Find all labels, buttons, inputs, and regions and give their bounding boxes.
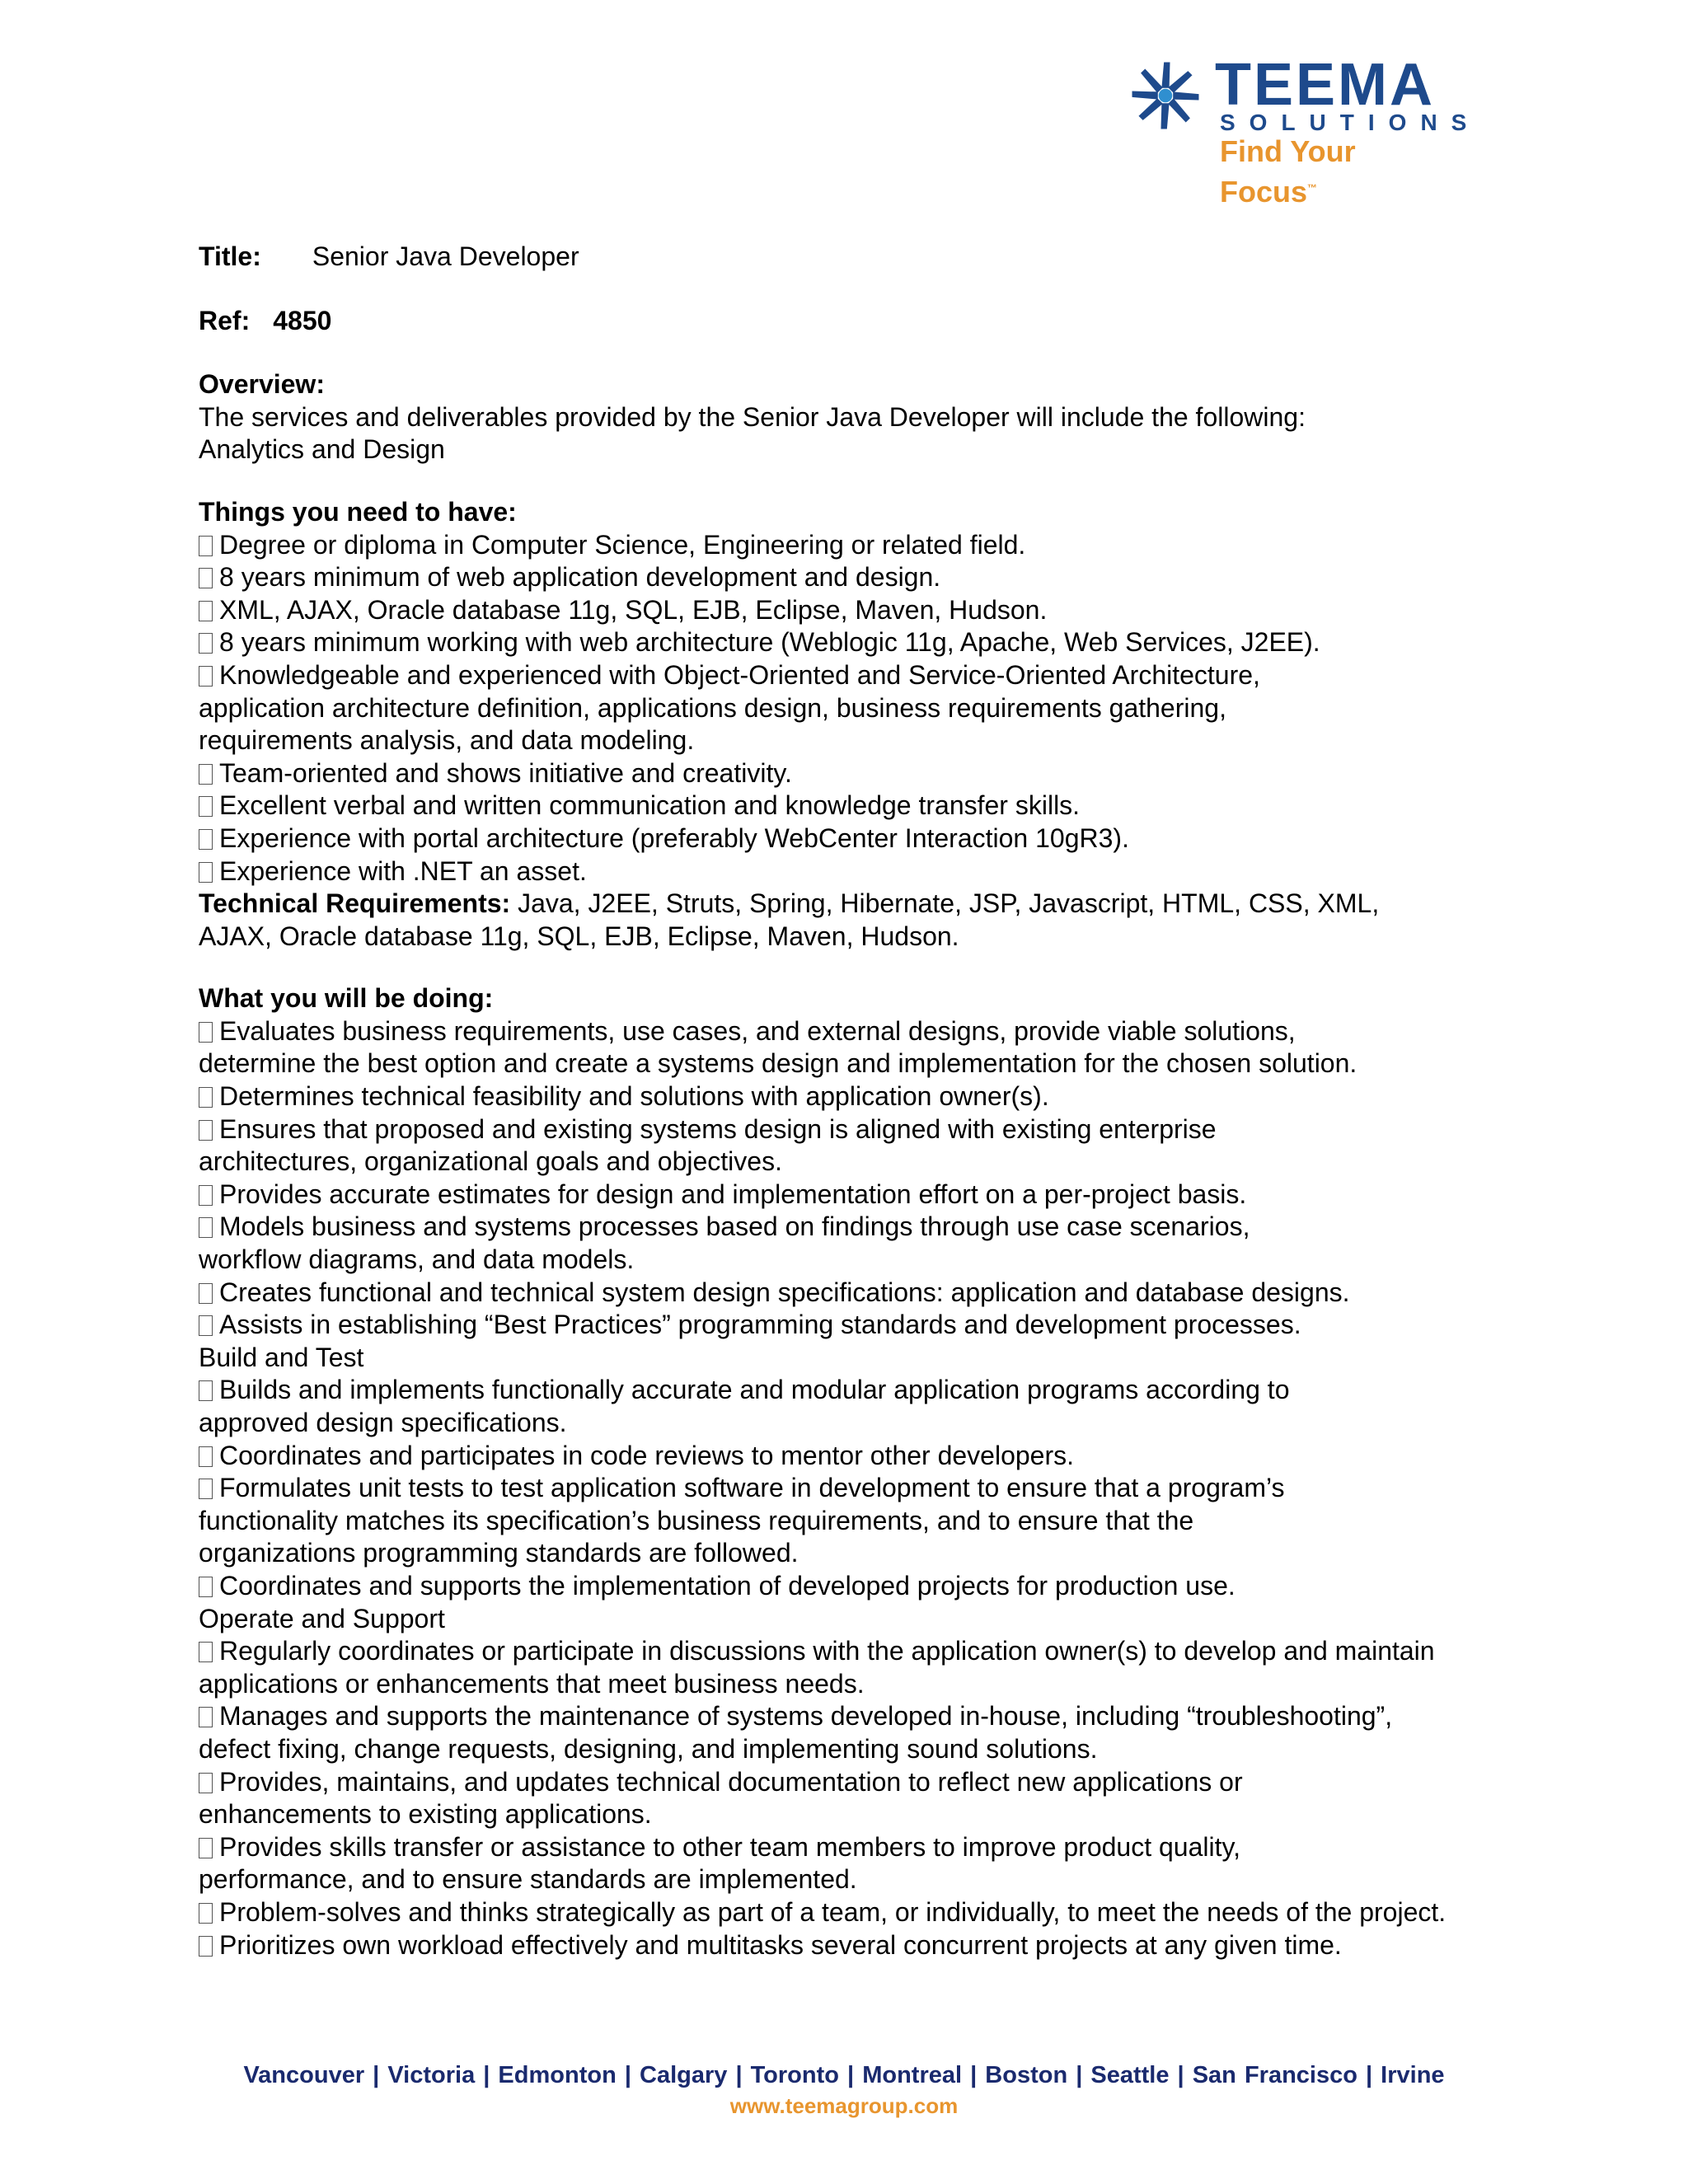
teema-star-icon [1128,58,1203,134]
bullet-icon [199,1838,213,1858]
list-item: XML, AJAX, Oracle database 11g, SQL, EJB, Eclipse, Maven, Hudson. [199,594,1484,627]
overview-heading: Overview: [199,369,325,400]
bullet-icon [199,633,213,654]
overview-text: The services and deliverables provided by the Senior Java Developer will include the following: [199,401,1306,432]
bullet-icon [199,568,213,588]
duties-heading: What you will be doing: [199,983,494,1014]
list-item: Assists in establishing “Best Practices” programming standards and development processes. [199,1309,1484,1342]
logo-tagline: Find Your Focus™ [1220,134,1356,209]
bullet-icon [199,1479,213,1499]
company-logo [1128,52,1481,209]
list-item: Regularly coordinates or participate in discussions with the application owner(s) to develop and maintain applications or enhancements that meet business needs. [199,1636,1435,1699]
list-item: Creates functional and technical system design specifications: application and database designs. [199,1277,1484,1310]
bullet-icon [199,1707,213,1727]
list-item: Ensures that proposed and existing systems design is aligned with existing enterprise architectures, organizational goals and objectives. [199,1113,1217,1177]
list-item: Knowledgeable and experienced with Object-Oriented and Service-Oriented Architecture, application architecture definition, applications design, business requirements gathering, requirements analysis, and data modeling. [199,659,1260,756]
requirements-heading: Things you need to have: [199,496,517,527]
bullet-icon [199,829,213,850]
footer-website: www.teemagroup.com [729,2093,959,2118]
bullet-icon [199,1217,213,1238]
bullet-icon [199,1380,213,1401]
tech-text: Java, J2EE, Struts, Spring, Hibernate, JSP, Javascript, HTML, CSS, XML, AJAX, Oracle database 11g, SQL, EJB, Eclipse, Maven, Hudson. [199,888,1380,951]
bullet-icon [199,796,213,817]
bullet-icon [199,862,213,883]
bullet-icon [199,1087,213,1108]
bullet-icon [199,536,213,556]
list-item: 8 years minimum working with web architecture (Weblogic 11g, Apache, Web Services, J2EE). [199,626,1484,659]
bullet-icon [199,1283,213,1304]
list-item: Team-oriented and shows initiative and creativity. [199,757,1484,790]
bullet-icon [199,1936,213,1957]
list-item: Problem-solves and thinks strategically as part of a team, or individually, to meet the needs of the project. [199,1896,1451,1929]
list-item: Degree or diploma in Computer Science, Engineering or related field. [199,529,1484,562]
list-item: Provides, maintains, and updates technical documentation to reflect new applications or enhancements to existing applications. [199,1766,1243,1830]
section-subheading: Operate and Support [199,1603,445,1633]
title-line [199,241,1484,274]
list-item: Experience with portal architecture (preferably WebCenter Interaction 10gR3). [199,823,1484,855]
ref-line [199,305,1484,338]
bullet-icon [199,1903,213,1924]
bullet-icon [199,1022,213,1043]
list-item: Excellent verbal and written communication and knowledge transfer skills. [199,790,1484,823]
list-item: Determines technical feasibility and solutions with application owner(s). [199,1080,1484,1113]
title-label: Title: [199,241,261,271]
footer-cities: Vancouver | Victoria | Edmonton | Calgary | Toronto | Montreal | Boston | Seattle | San Francisco | Irvine [243,2062,1445,2088]
logo-brand: TEEMA [1215,52,1435,118]
list-item: Prioritizes own workload effectively and multitasks several concurrent projects at any given time. [199,1929,1484,1962]
list-item: Models business and systems processes based on findings through use case scenarios, workflow diagrams, and data models. [199,1212,1250,1275]
job-title: Senior Java Developer [312,241,579,271]
list-item: Provides skills transfer or assistance to other team members to improve product quality, performance, and to ensure standards are implemented. [199,1831,1241,1895]
logo-subtitle: SOLUTIONS [1220,110,1481,135]
job-description [199,241,1484,1961]
bullet-icon [199,1773,213,1793]
bullet-icon [199,1577,213,1597]
bullet-icon [199,1446,213,1467]
section-subheading: Analytics and Design [199,434,445,465]
bullet-icon [199,1120,213,1141]
list-item: Coordinates and supports the implementation of developed projects for production use. [199,1570,1484,1603]
list-item: Experience with .NET an asset. [199,855,1484,888]
ref-number: 4850 [273,305,332,335]
list-item: Manages and supports the maintenance of systems developed in-house, including “troubleshooting”, defect fixing, change requests, designing, and implementing sound solutions. [199,1701,1393,1764]
list-item: Evaluates business requirements, use cases, and external designs, provide viable solutions, determine the best option and create a systems design and implementation for the chosen solution. [199,1015,1357,1079]
bullet-icon [199,601,213,621]
list-item: Provides accurate estimates for design and implementation effort on a per-project basis. [199,1179,1484,1212]
list-item: Formulates unit tests to test application software in development to ensure that a program’s functionality matches its specification’s business requirements, and to ensure that the organizations programming standards are followed. [199,1473,1285,1568]
bullet-icon [199,1642,213,1662]
list-item: Coordinates and participates in code reviews to mentor other developers. [199,1440,1484,1473]
bullet-icon [199,1185,213,1206]
technical-requirements [199,888,1451,953]
bullet-icon [199,764,213,785]
bullet-icon [199,1315,213,1336]
ref-label: Ref: [199,305,251,335]
list-item: 8 years minimum of web application development and design. [199,561,1484,594]
section-subheading: Build and Test [199,1342,364,1372]
list-item: Builds and implements functionally accurate and modular application programs according to approved design specifications. [199,1375,1290,1437]
tech-label: Technical Requirements: [199,888,511,919]
bullet-icon [199,666,213,687]
